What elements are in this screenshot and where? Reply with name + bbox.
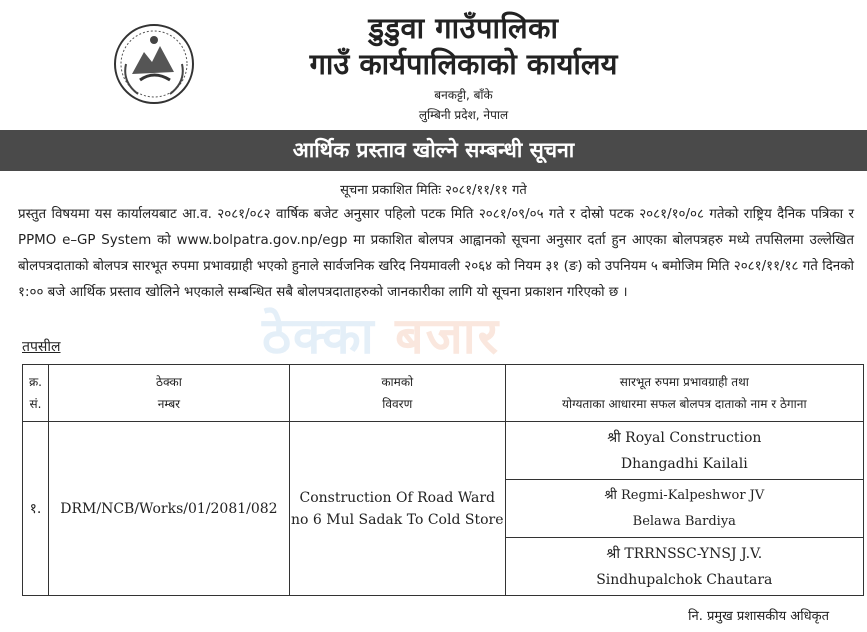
bidder-3-address: Sindhupalchok Chautara (596, 571, 773, 588)
bidder-1-address: Dhangadhi Kailali (620, 455, 748, 472)
municipality-name: डुडुवा गाउँपालिका (368, 11, 559, 45)
header-bidder-line1: सारभूत रुपमा प्रभावग्राही तथा (619, 375, 749, 389)
bid-table (22, 364, 864, 596)
header-work-line2: विवरण (382, 397, 413, 411)
bidder-2-address: Belawa Bardiya (632, 513, 736, 529)
header-bidder-line2: योग्यताका आधारमा सफल बोलपत्र दाताको नाम र ठेगाना (562, 397, 807, 411)
header-sn (23, 365, 49, 422)
header-work-line1: कामको (381, 375, 414, 389)
header-sn-line1: क्र. (28, 375, 42, 389)
work-line2: no 6 Mul Sadak To Cold Store (291, 511, 504, 528)
row-sn: १. (23, 422, 49, 596)
watermark-part1: ठेक्का (262, 307, 376, 365)
signatory: नि. प्रमुख प्रशासकीय अधिकृत (688, 609, 829, 624)
office-address: बनकट्टी, बाँके (434, 88, 493, 102)
bidder-2 (505, 480, 863, 538)
header-contract (48, 365, 289, 422)
header-work (289, 365, 505, 422)
header-bidder (505, 365, 863, 422)
work-line1: Construction Of Road Ward (299, 489, 496, 506)
notice-body: प्रस्तुत विषयमा यस कार्यालयबाट आ.व. २०८१/०८२ वार्षिक बजेट अनुसार पहिलो पटक मिति २०८१/०९/०५ गते र दोस्रो पटक २०८१/१०/०८ गतेको राष्ट्रिय दैनिक पत्रिका र PPMO e–GP System को www.bolpatra.gov.np/egp मा प्रकाशित बोलपत्र आह्वानको सूचना अनुसार दर्ता हुन आएका बोलपत्रहरु मध्ये तपसिलमा उल्लेखित बोलपत्रदाताको बोलपत्र सारभूत रुपमा प्रभावग्राही भएको हुनाले सार्वजनिक खरिद नियमावली २०६४ को नियम ३१ (ङ) को उपनियम ५ बमोजिम मिति २०८१/११/१८ गते दिनको १:०० बजे आर्थिक प्रस्ताव खोलिने भएकाले सम्बन्धित सबै बोलपत्रदाताहरुको जानकारीका लागि यो सूचना प्रकाशन गरिएको छ । (18, 207, 854, 300)
bidder-3 (505, 538, 863, 596)
bidder-3-name: श्री TRRNSSC-YNSJ J.V. (606, 545, 763, 562)
published-date: सूचना प्रकाशित मितिः २०८१/११/११ गते (340, 183, 527, 198)
table-row (23, 422, 864, 480)
watermark (262, 300, 500, 368)
bidder-1-name: श्री Royal Construction (607, 429, 762, 446)
notice-title-banner: आर्थिक प्रस्ताव खोल्ने सम्बन्धी सूचना (0, 130, 867, 171)
bidder-1 (505, 422, 863, 480)
table-header-row (23, 365, 864, 422)
bidder-2-name: श्री Regmi-Kalpeshwor JV (604, 487, 765, 503)
row-contract-no: DRM/NCB/Works/01/2081/082 (48, 422, 289, 596)
letterhead (0, 0, 867, 130)
office-name: गाउँ कार्यपालिकाको कार्यालय (309, 47, 618, 81)
header-contract-line2: नम्बर (157, 397, 181, 411)
province-country: लुम्बिनी प्रदेश, नेपाल (418, 108, 509, 122)
row-work-description (289, 422, 505, 596)
header-sn-line2: सं. (29, 397, 42, 411)
details-label: तपसील (22, 339, 61, 355)
watermark-part2: बजार (395, 307, 501, 365)
header-contract-line1: ठेक्का (156, 375, 182, 389)
